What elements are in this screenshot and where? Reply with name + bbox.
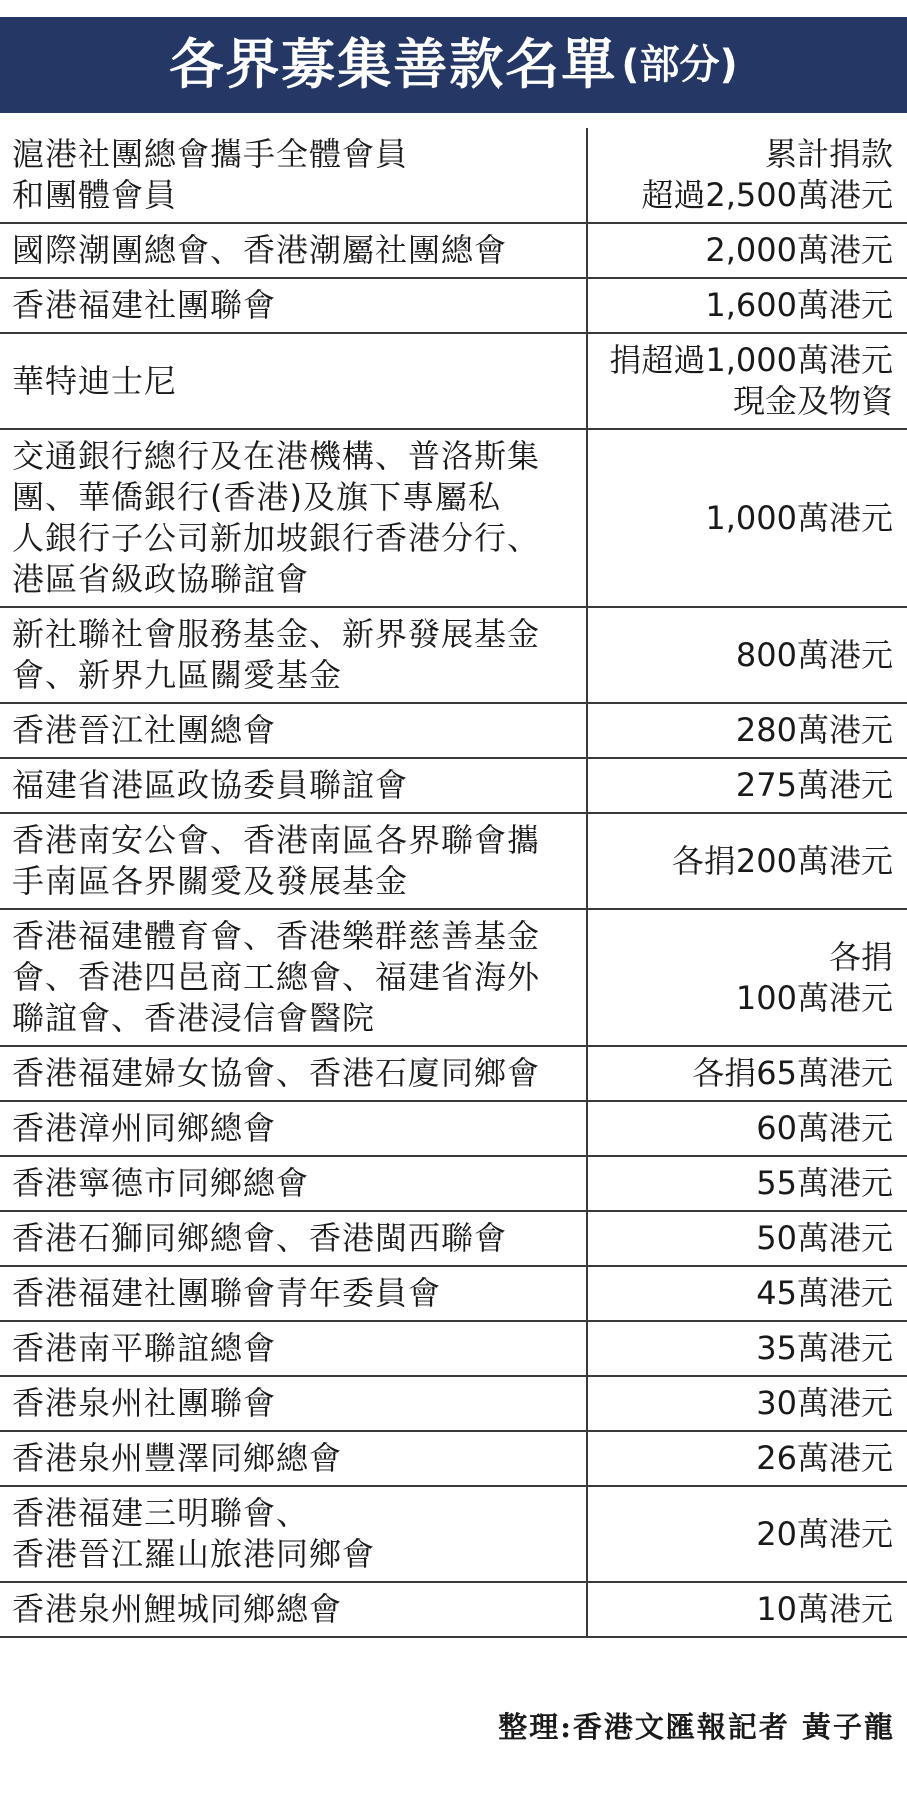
organization-cell: 香港南平聯誼總會 <box>0 1322 588 1375</box>
organization-cell: 香港泉州鯉城同鄉總會 <box>0 1583 588 1636</box>
table-row <box>0 222 907 277</box>
organization-cell: 香港福建體育會、香港樂群慈善基金 會、香港四邑商工總會、福建省海外 聯誼會、香港浸信會醫院 <box>0 910 588 1045</box>
donation-table <box>0 128 907 1638</box>
amount-cell: 275萬港元 <box>735 766 893 804</box>
table-row <box>0 128 907 222</box>
table-row <box>0 1375 907 1430</box>
amount-cell: 26萬港元 <box>756 1439 893 1477</box>
organization-cell: 交通銀行總行及在港機構、普洛斯集 團、華僑銀行(香港)及旗下專屬私 人銀行子公司新加坡銀行香港分行、 港區省級政協聯誼會 <box>0 430 588 606</box>
amount-cell: 10萬港元 <box>756 1590 893 1628</box>
page-subtitle: (部分) <box>621 42 738 88</box>
organization-cell: 香港南安公會、香港南區各界聯會攜 手南區各界關愛及發展基金 <box>0 814 588 908</box>
table-row <box>0 908 907 1045</box>
table-row <box>0 1265 907 1320</box>
table-row <box>0 428 907 606</box>
table-row <box>0 812 907 908</box>
organization-cell: 香港石獅同鄉總會、香港閩西聯會 <box>0 1212 588 1265</box>
amount-cell: 20萬港元 <box>756 1514 893 1553</box>
organization-cell: 國際潮團總會、香港潮屬社團總會 <box>0 224 588 277</box>
table-row <box>0 277 907 332</box>
amount-cell: 50萬港元 <box>756 1219 893 1257</box>
amount-cell: 1,600萬港元 <box>705 286 893 324</box>
amount-cell: 800萬港元 <box>735 635 893 674</box>
organization-cell: 香港泉州社團聯會 <box>0 1377 588 1430</box>
amount-cell: 45萬港元 <box>756 1274 893 1312</box>
table-row <box>0 1100 907 1155</box>
table-row <box>0 1485 907 1581</box>
organization-cell: 華特迪士尼 <box>0 334 588 428</box>
table-row <box>0 1581 907 1636</box>
organization-cell: 香港寧德市同鄉總會 <box>0 1157 588 1210</box>
table-row <box>0 1320 907 1375</box>
organization-cell: 香港福建社團聯會 <box>0 279 588 332</box>
amount-cell: 各捐 100萬港元 <box>735 937 893 1017</box>
organization-cell: 香港泉州豐澤同鄉總會 <box>0 1432 588 1485</box>
organization-cell: 新社聯社會服務基金、新界發展基金 會、新界九區關愛基金 <box>0 608 588 702</box>
amount-cell: 1,000萬港元 <box>705 498 893 537</box>
page-title: 各界募集善款名單 <box>169 33 618 96</box>
table-row <box>0 1210 907 1265</box>
amount-cell: 各捐200萬港元 <box>671 841 893 880</box>
organization-cell: 滬港社團總會攜手全體會員 和團體會員 <box>0 128 588 222</box>
table-row <box>0 332 907 428</box>
amount-cell: 60萬港元 <box>756 1109 893 1147</box>
amount-cell: 55萬港元 <box>756 1164 893 1202</box>
table-row <box>0 1155 907 1210</box>
organization-cell: 香港晉江社團總會 <box>0 704 588 757</box>
table-row <box>0 606 907 702</box>
amount-cell: 30萬港元 <box>756 1384 893 1422</box>
organization-cell: 福建省港區政協委員聯誼會 <box>0 759 588 812</box>
table-row <box>0 702 907 757</box>
title-banner <box>0 17 907 113</box>
amount-cell: 35萬港元 <box>756 1329 893 1367</box>
amount-cell: 捐超過1,000萬港元 現金及物資 <box>609 341 893 420</box>
table-row <box>0 757 907 812</box>
table-row <box>0 1430 907 1485</box>
organization-cell: 香港福建社團聯會青年委員會 <box>0 1267 588 1320</box>
amount-cell: 各捐65萬港元 <box>692 1054 893 1092</box>
organization-cell: 香港福建婦女協會、香港石廈同鄉會 <box>0 1047 588 1100</box>
amount-cell: 累計捐款 超過2,500萬港元 <box>641 135 893 214</box>
organization-cell: 香港福建三明聯會、 香港晉江羅山旅港同鄉會 <box>0 1487 588 1581</box>
organization-cell: 香港漳州同鄉總會 <box>0 1102 588 1155</box>
amount-cell: 280萬港元 <box>735 711 893 749</box>
byline: 整理:香港文匯報記者 黃子龍 <box>498 1710 895 1744</box>
amount-cell: 2,000萬港元 <box>705 231 893 269</box>
table-row <box>0 1045 907 1100</box>
